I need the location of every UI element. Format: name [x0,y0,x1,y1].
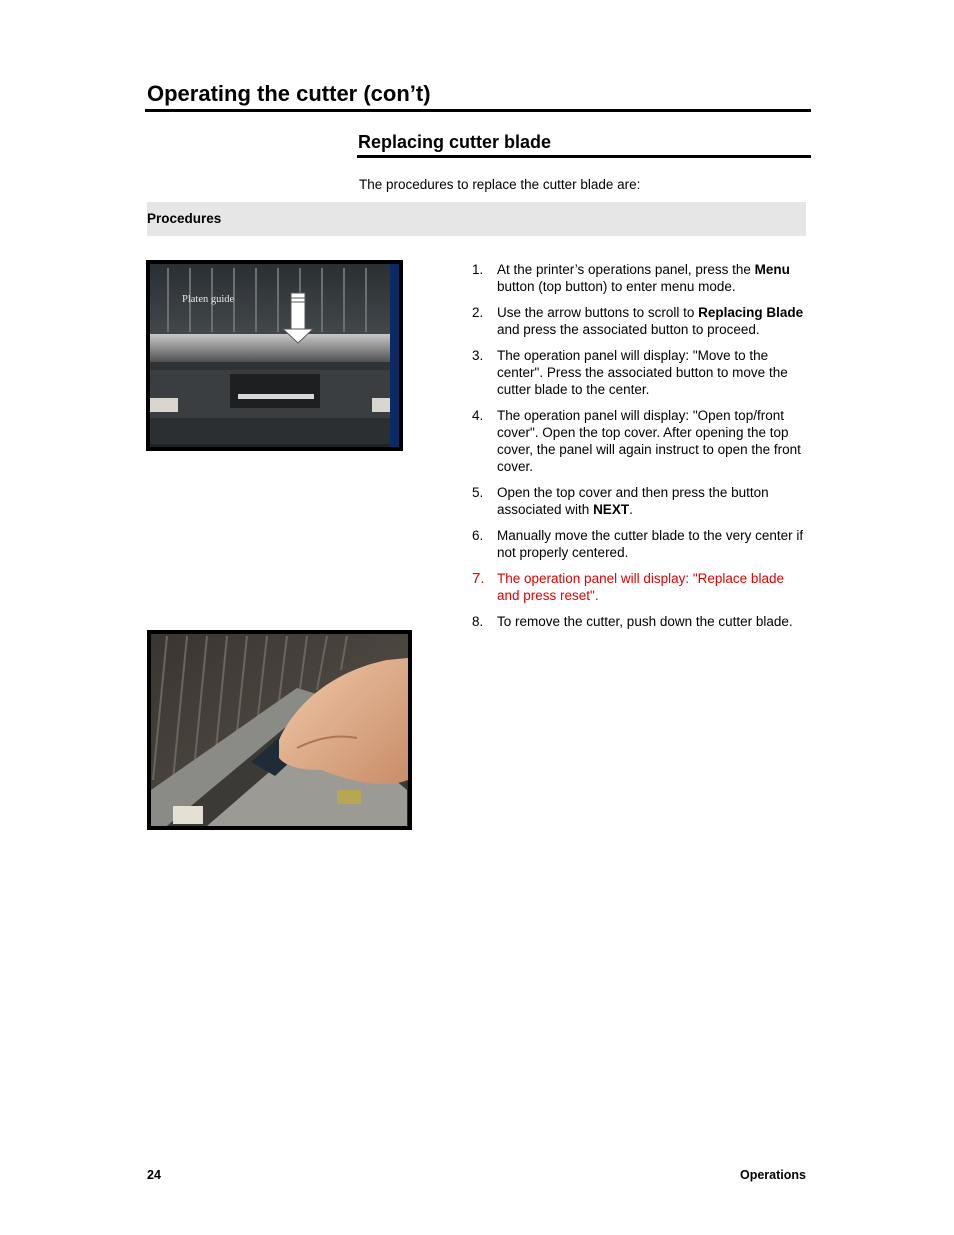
step-number: 5. [472,485,484,500]
step-text: Manually move the cutter blade to the very center if not properly centered. [497,528,804,560]
page-number: 24 [147,1168,161,1182]
platen-guide-photo [146,260,403,451]
procedures-label: Procedures [147,211,222,226]
step-number: 4. [472,408,484,423]
section-rule [357,155,811,158]
step-text: Open the top cover and then press the button associated with NEXT. [497,485,769,517]
step-3 [472,347,808,398]
step-text: The operation panel will display: "Open top/front cover". Open the top cover. After opening the top cover, the panel will again instruct to open the front cover. [497,408,801,474]
step-text: At the printer’s operations panel, press the Menu button (top button) to enter menu mode. [497,262,790,294]
menu-keyword: Menu [754,262,790,277]
cutter-removal-photo [147,630,412,830]
step-7 [472,570,808,604]
step-number: 1. [472,262,484,277]
step-text: The operation panel will display: "Replace blade and press reset". [497,571,784,603]
step-text: To remove the cutter, push down the cutter blade. [497,614,793,629]
step-4 [472,407,808,475]
section-title: Replacing cutter blade [358,132,552,152]
step-text: Use the arrow buttons to scroll to Replacing Blade and press the associated button to proceed. [497,305,804,337]
replacing-blade-keyword: Replacing Blade [698,305,804,320]
next-keyword: NEXT [593,502,630,517]
title-rule [145,109,811,112]
step-number: 6. [472,528,484,543]
step-2 [472,304,808,338]
step-8 [472,613,808,630]
step-text: The operation panel will display: "Move to the center". Press the associated button to move the cutter blade to the center. [497,348,788,397]
step-6 [472,527,808,561]
footer-section: Operations [740,1168,806,1182]
procedures-bar [147,202,806,236]
step-number: 7. [472,570,485,587]
step-number: 2. [472,305,484,320]
platen-guide-image [146,260,403,451]
platen-guide-label: Platen guide [182,294,235,305]
page-title: Operating the cutter (con’t) [147,81,431,106]
step-5 [472,484,808,518]
cutter-removal-image [147,630,412,830]
step-number: 3. [472,348,484,363]
intro-text: The procedures to replace the cutter blade are: [359,177,641,192]
step-1 [472,261,808,295]
step-number: 8. [472,614,484,629]
procedure-steps [472,261,808,639]
